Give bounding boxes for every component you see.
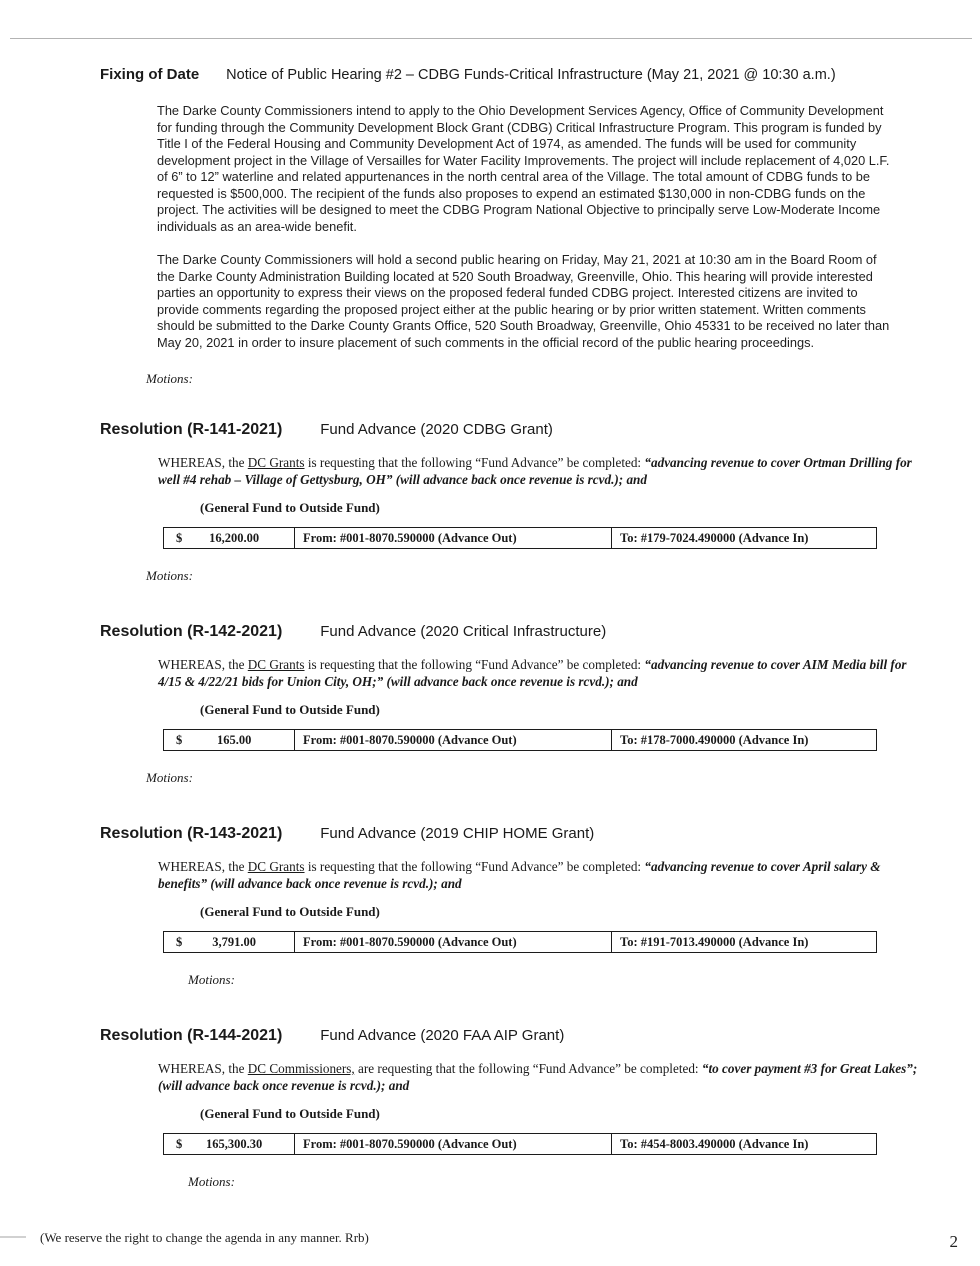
resolution-heading-row <box>100 1027 930 1045</box>
amount-value: 16,200.00 <box>209 530 260 545</box>
fund-advance-table <box>163 527 877 549</box>
scan-artifact-bottom-line <box>0 1236 26 1238</box>
fund-advance-table <box>163 931 877 953</box>
section-resolution-r141 <box>100 421 930 584</box>
currency-symbol: $ <box>176 732 183 747</box>
table-row <box>164 932 877 953</box>
fund-note: (General Fund to Outside Fund) <box>200 904 380 919</box>
to-account-cell: To: #179-7024.490000 (Advance In) <box>612 528 877 549</box>
currency-symbol: $ <box>176 934 183 949</box>
fixing-of-date-header <box>100 66 930 83</box>
fund-advance-table <box>163 1133 877 1155</box>
resolution-subtitle: Fund Advance (2020 Critical Infrastructure) <box>320 623 607 640</box>
fund-note: (General Fund to Outside Fund) <box>200 1106 380 1121</box>
resolution-subtitle: Fund Advance (2020 CDBG Grant) <box>320 421 553 438</box>
from-account-cell: From: #001-8070.590000 (Advance Out) <box>295 730 612 751</box>
hearing-notice-paragraph-2: The Darke County Commissioners will hold a second public hearing on Friday, May 21, 2021 at 10:30 am in the Board Room of the Darke County Administration Building located at 520 South Broadway, Greenville, Ohio. This hearing will provide interested parties an opportunity to express their views on the proposed federal funded CDBG project. Interested citizens are invited to provide comments regarding the proposed project either at the public hearing or by prior written statement. Written comments should be submitted to the Darke County Grants Office, 520 South Broadway, Greenville, Ohio 45331 to be received no later than May 20, 2021 in order to insure placement of such comments in the official record of the public hearing proceedings. <box>157 252 890 350</box>
amount-cell <box>164 932 295 953</box>
fund-note: (General Fund to Outside Fund) <box>200 500 380 515</box>
currency-symbol: $ <box>176 1136 183 1151</box>
amount-cell <box>164 730 295 751</box>
resolution-heading-row <box>100 623 930 641</box>
whereas-clause: WHEREAS, the DC Grants is requesting that the following “Fund Advance” be completed: “advancing revenue to cover AIM Media bill for 4/15 & 4/22/21 bids for Union City, OH;” (will advance back once revenue is rcvd.); and <box>158 657 907 689</box>
resolution-heading-row <box>100 421 930 439</box>
amount-cell <box>164 1134 295 1155</box>
resolution-heading: Resolution (R-141-2021) <box>100 421 283 438</box>
table-row <box>164 730 877 751</box>
motions-label: Motions: <box>188 972 235 987</box>
page-number: 2 <box>949 1232 958 1251</box>
whereas-clause: WHEREAS, the DC Grants is requesting that the following “Fund Advance” be completed: “advancing revenue to cover Ortman Drilling for well #4 rehab – Village of Gettysburg, OH” (will advance back once revenue is rcvd.); and <box>158 455 912 487</box>
motions-label: Motions: <box>188 1174 235 1189</box>
page-content <box>100 66 930 1229</box>
whereas-clause: WHEREAS, the DC Commissioners, are requesting that the following “Fund Advance” be completed: “to cover payment #3 for Great Lakes”; (will advance back once revenue is rcvd.); and <box>158 1061 918 1093</box>
hearing-notice-title: Notice of Public Hearing #2 – CDBG Funds-Critical Infrastructure (May 21, 2021 @ 10:30 a.m.) <box>226 67 836 83</box>
resolution-heading: Resolution (R-144-2021) <box>100 1027 283 1044</box>
fund-advance-table <box>163 729 877 751</box>
motions-label: Motions: <box>146 371 193 386</box>
amount-cell <box>164 528 295 549</box>
from-account-cell: From: #001-8070.590000 (Advance Out) <box>295 1134 612 1155</box>
resolution-subtitle: Fund Advance (2019 CHIP HOME Grant) <box>320 825 595 842</box>
to-account-cell: To: #191-7013.490000 (Advance In) <box>612 932 877 953</box>
section-resolution-r144 <box>100 1027 930 1190</box>
resolution-heading: Resolution (R-142-2021) <box>100 623 283 640</box>
to-account-cell: To: #178-7000.490000 (Advance In) <box>612 730 877 751</box>
currency-symbol: $ <box>176 530 183 545</box>
table-row <box>164 1134 877 1155</box>
fixing-of-date-label: Fixing of Date <box>100 66 200 83</box>
resolution-heading: Resolution (R-143-2021) <box>100 825 283 842</box>
resolution-heading-row <box>100 825 930 843</box>
fund-note: (General Fund to Outside Fund) <box>200 702 380 717</box>
agenda-disclaimer: (We reserve the right to change the agenda in any manner. Rrb) <box>40 1230 369 1245</box>
section-resolution-r143 <box>100 825 930 988</box>
hearing-notice-paragraph-1: The Darke County Commissioners intend to apply to the Ohio Development Services Agency, Office of Community Development for funding through the Community Development Block Grant (CDBG) Critical Infrastructure Program. This program is funded by Title I of the Federal Housing and Community Development Act of 1974, as amended. The funds will be used for community development project in the Village of Versailles for Water Facility Improvements. The project will include replacement of 4,020 L.F. of 6” to 12” waterline and related appurtenances in the north central area of the Village. The total amount of CDBG funds to be requested is $500,000. The recipient of the funds also proposes to expend an estimated $130,000 in non-CDBG funds on the project. The activities will be designed to meet the CDBG Program National Objective to principally serve Low-Moderate Income individuals as an area-wide benefit. <box>157 103 890 234</box>
from-account-cell: From: #001-8070.590000 (Advance Out) <box>295 528 612 549</box>
amount-value: 165,300.30 <box>206 1136 263 1151</box>
table-row <box>164 528 877 549</box>
motions-label: Motions: <box>146 770 193 785</box>
amount-value: 165.00 <box>216 732 252 747</box>
whereas-clause: WHEREAS, the DC Grants is requesting that the following “Fund Advance” be completed: “advancing revenue to cover April salary & benefits” (will advance back once revenue is rcvd.); and <box>158 859 881 891</box>
to-account-cell: To: #454-8003.490000 (Advance In) <box>612 1134 877 1155</box>
scan-artifact-top-line <box>10 38 972 39</box>
section-fixing-of-date <box>100 66 930 387</box>
from-account-cell: From: #001-8070.590000 (Advance Out) <box>295 932 612 953</box>
resolution-subtitle: Fund Advance (2020 FAA AIP Grant) <box>320 1027 565 1044</box>
motions-label: Motions: <box>146 568 193 583</box>
section-resolution-r142 <box>100 623 930 786</box>
amount-value: 3,791.00 <box>212 934 256 949</box>
